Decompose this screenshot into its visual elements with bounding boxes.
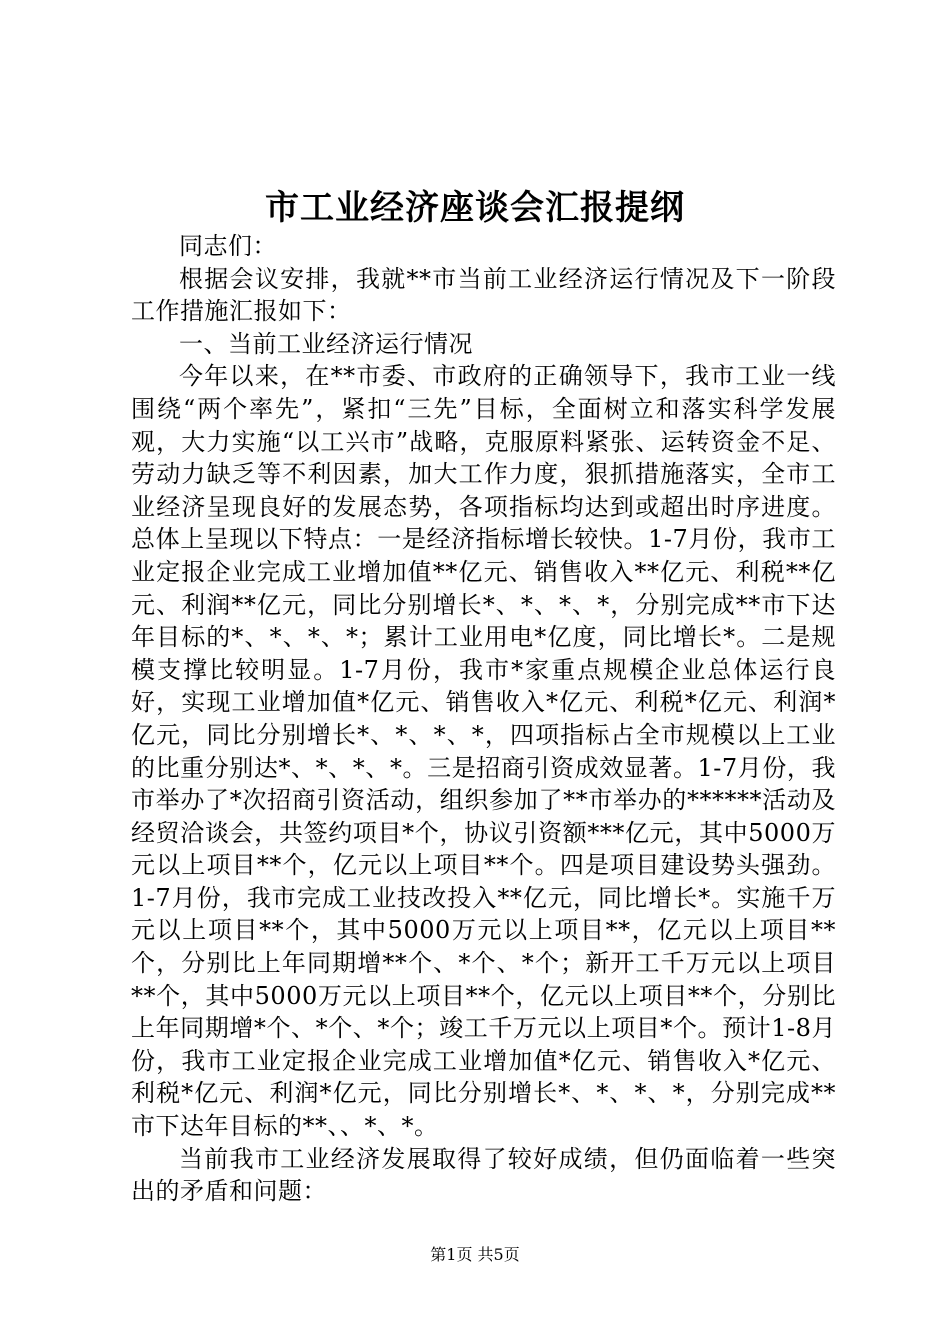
salutation-paragraph: 同志们：: [179, 232, 277, 260]
document-body: [131, 230, 836, 1208]
intro-paragraph: 根据会议安排，我就**市当前工业经济运行情况及下一阶段工作措施汇报如下：: [131, 264, 836, 326]
section-heading: 一、当前工业经济运行情况: [179, 329, 473, 358]
document-title: 市工业经济座谈会汇报提纲: [265, 188, 685, 228]
body-paragraph: 今年以来，在**市委、市政府的正确领导下，我市工业一线围绕“两个率先”，紧扣“三先”目标，全面树立和落实科学发展观，大力实施“以工兴市”战略，克服原料紧张、运转资金不足、劳动力缺乏等不利因素，加大工作力度，狠抓措施落实，全市工业经济呈现良好的发展态势，各项指标均达到或超出时序进度。总体上呈现以下特点：一是经济指标增长较快。1-7月份，我市工业定报企业完成工业增加值**亿元、销售收入**亿元、利税**亿元、利润**亿元，同比分别增长*、*、*、*，分别完成**市下达年目标的*、*、*、*；累计工业用电*亿度，同比增长*。二是规模支撑比较明显。1-7月份，我市*家重点规模企业总体运行良好，实现工业增加值*亿元、销售收入*亿元、利税*亿元、利润*亿元，同比分别增长*、*、*、*，四项指标占全市规模以上工业的比重分别达*、*、*、*。三是招商引资成效显著。1-7月份，我市举办了*次招商引资活动，组织参加了**市举办的******活动及经贸洽谈会，共签约项目*个，协议引资额***亿元，其中5000万元以上项目**个，亿元以上项目**个。四是项目建设势头强劲。1-7月份，我市完成工业技改投入**亿元，同比增长*。实施千万元以上项目**个，其中5000万元以上项目**，亿元以上项目**个，分别比上年同期增**个、*个、*个；新开工千万元以上项目**个，其中5000万元以上项目**个，亿元以上项目**个，分别比上年同期增*个、*个、*个；竣工千万元以上项目*个。预计1-8月份，我市工业定报企业完成工业增加值*亿元、销售收入*亿元、利税*亿元、利润*亿元，同比分别增长*、*、*、*，分别完成**市下达年目标的**、、*、*。: [131, 362, 836, 1141]
body-paragraph: 当前我市工业经济发展取得了较好成绩，但仍面临着一些突出的矛盾和问题：: [131, 1144, 836, 1206]
page-footer: 第1页 共5页: [430, 1245, 520, 1264]
